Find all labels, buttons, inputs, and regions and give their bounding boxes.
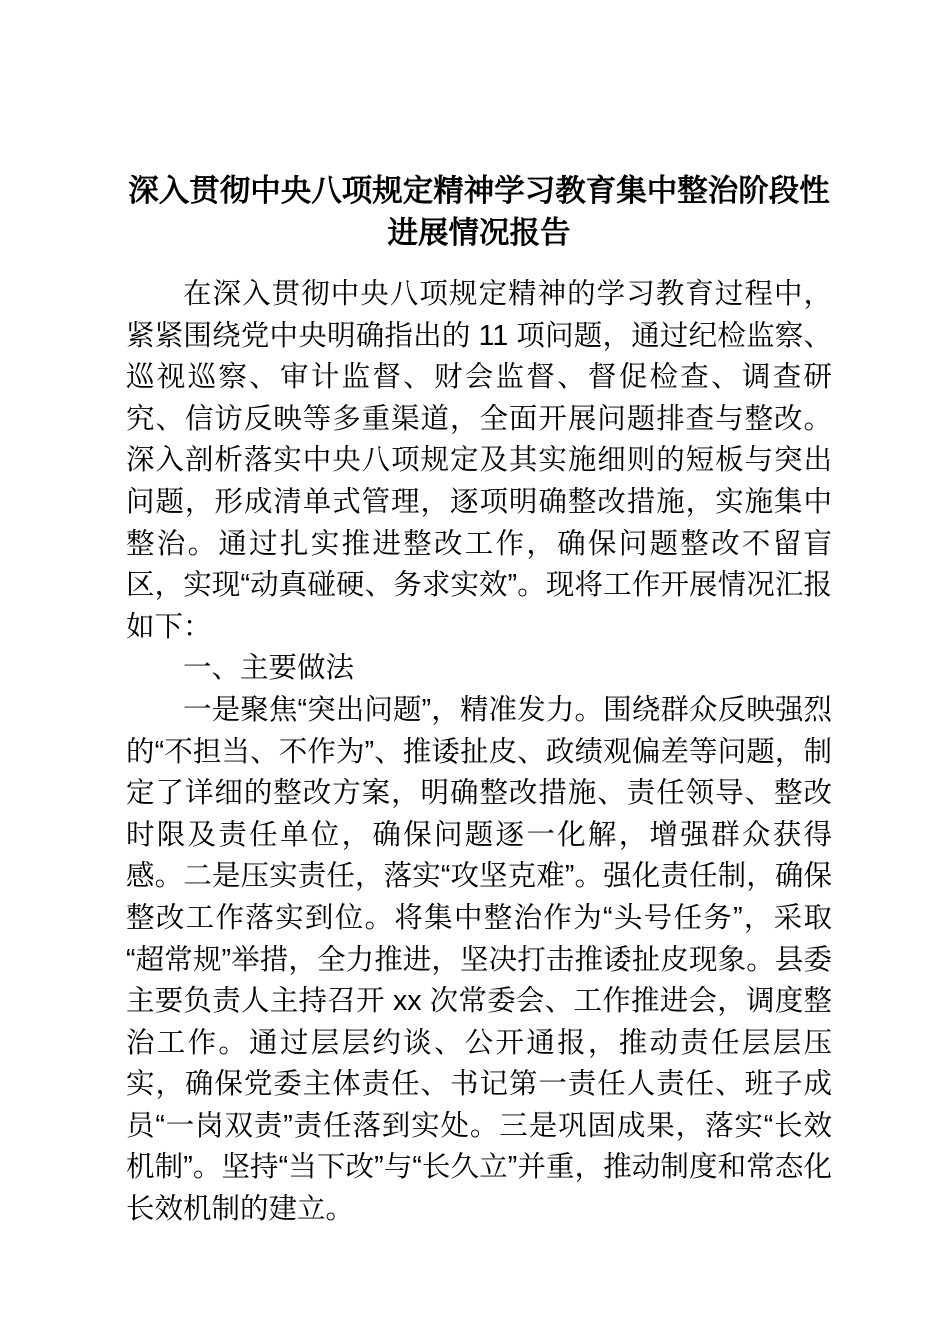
page-title: 深入贯彻中央八项规定精神学习教育集中整治阶段性进展情况报告 [128,174,830,250]
paragraph-intro: 在深入贯彻中央八项规定精神的学习教育过程中，紧紧围绕党中央明确指出的 11 项问题，通过纪检监察、巡视巡察、审计监督、财会监督、督促检查、调查研究、信访反映等多重渠道，全面开展问题排查与整改。深入剖析落实中央八项规定及其实施细则的短板与突出问题，形成清单式管理，逐项明确整改措施，实施集中整治。通过扎实推进整改工作，确保问题整改不留盲区，实现“动真碰硬、务求实效”。现将工作开展情况汇报如下： [126,278,832,643]
document-body [126,170,832,1231]
section-heading-main-practices: 一、主要做法 [183,652,355,685]
paragraph-main-practices-body: 一是聚焦“突出问题”，精准发力。围绕群众反映强烈的“不担当、不作为”、推诿扯皮、政绩观偏差等问题，制定了详细的整改方案，明确整改措施、责任领导、整改时限及责任单位，确保问题逐一化解，增强群众获得感。二是压实责任，落实“攻坚克难”。强化责任制，确保整改工作落实到位。将集中整治作为“头号任务”，采取“超常规”举措，全力推进，坚决打击推诿扯皮现象。县委主要负责人主持召开 xx 次常委会、工作推进会，调度整治工作。通过层层约谈、公开通报，推动责任层层压实，确保党委主体责任、书记第一责任人责任、班子成员“一岗双责”责任落到实处。三是巩固成果，落实“长效机制”。坚持“当下改”与“长久立”并重，推动制度和常态化长效机制的建立。 [126,693,832,1226]
